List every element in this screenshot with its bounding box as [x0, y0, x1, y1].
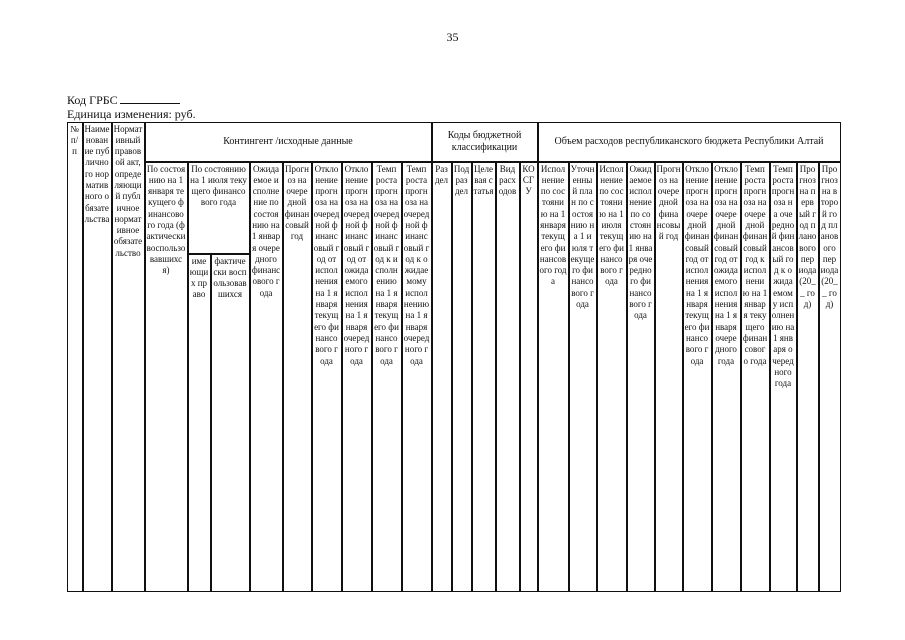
volume-col-deviation-actual: Отклонение прогноза на очередной финансовый год от исполнения на 1 января текущего финансового года [683, 162, 712, 592]
volume-col-forecast: Прогноз на очередной финансовый год [655, 162, 683, 592]
col-obligation-name-header: Наименование публичного нормативного обязательства [83, 122, 112, 592]
grbs-code-line [67, 92, 180, 107]
code-col-expense-type: Вид расходов [496, 162, 520, 592]
volume-col-plan-jul1: Уточненный план по состоянию на 1 июля текущего финансового года [569, 162, 597, 592]
contingent-col-jul1-entitled: имеющих право [188, 254, 211, 592]
volume-col-growth-actual: Темп роста прогноза на очередной финансовый год к исполнению на 1 января текущего финансового года [741, 162, 770, 592]
group-expenditure-volume-header: Объем расходов республиканского бюджета Республики Алтай [538, 122, 841, 162]
contingent-col-deviation-expected: Отклонение прогноза на очередной финансовый год от ожидаемого исполнения на 1 января очередного года [342, 162, 372, 592]
page-number: 35 [446, 30, 459, 44]
group-contingent-header: Контингент /исходные данные [145, 122, 432, 162]
contingent-col-growth-actual: Темп роста прогноза на очередной финансовый год к исполнению на 1 января текущего финансового года [372, 162, 402, 592]
contingent-col-jan1: По состоянию на 1 января текущего финансового года (фактически воспользовавшихся) [145, 162, 188, 592]
code-col-subsection: Подраздел [452, 162, 472, 592]
contingent-col-forecast: Прогноз на очередной финансовый год [283, 162, 312, 592]
col-number-header: № п/п [67, 122, 83, 592]
volume-col-executed-jan1: Исполнение по состоянию на 1 января текущего финансового года [538, 162, 569, 592]
volume-col-deviation-expected: Отклонение прогноза на очередной финансовый год от ожидаемого исполнения на 1 января очередного года [712, 162, 741, 592]
contingent-col-growth-expected: Темп роста прогноза на очередной финансовый год к ожидаемому исполнению на 1 января очередного года [402, 162, 432, 592]
contingent-col-expected: Ожидаемое исполнение по состоянию на 1 января очередного финансового года [250, 162, 283, 592]
unit-of-measure-line: Единица изменения: руб. [67, 107, 196, 121]
volume-col-growth-expected: Темп роста прогноза на очередной финансовый год к ожидаемому исполнению на 1 января очередного года [770, 162, 797, 592]
contingent-col-jul1-header: По состоянию на 1 июля текущего финансового года [188, 162, 250, 254]
volume-col-expected: Ожидаемое исполнение по состоянию на 1 января очередного финансового года [627, 162, 655, 592]
grbs-code-label: Код ГРБС [67, 93, 118, 107]
code-col-kosgu: КОСГУ [520, 162, 538, 592]
contingent-col-deviation-actual: Отклонение прогноза на очередной финансовый год от исполнения на 1 января текущего финансового года [312, 162, 342, 592]
volume-col-forecast-year1: Прогноз на первый год планового периода (20__ год) [797, 162, 819, 592]
volume-col-executed-jul1: Исполнение по состоянию на 1 июля текущего финансового года [597, 162, 627, 592]
code-col-target-article: Целевая статья [472, 162, 496, 592]
col-legal-act-header: Нормативный правовой акт, определяющий публичное нормативное обязательство [112, 122, 145, 592]
group-budget-codes-header: Коды бюджетной классификации [432, 122, 538, 162]
contingent-col-jul1-actual: фактически воспользовавшихся [211, 254, 250, 592]
volume-col-forecast-year2: Прогноз на второй год планового периода (20__ год) [819, 162, 841, 592]
code-col-section: Раздел [432, 162, 452, 592]
grbs-code-blank [120, 92, 180, 104]
